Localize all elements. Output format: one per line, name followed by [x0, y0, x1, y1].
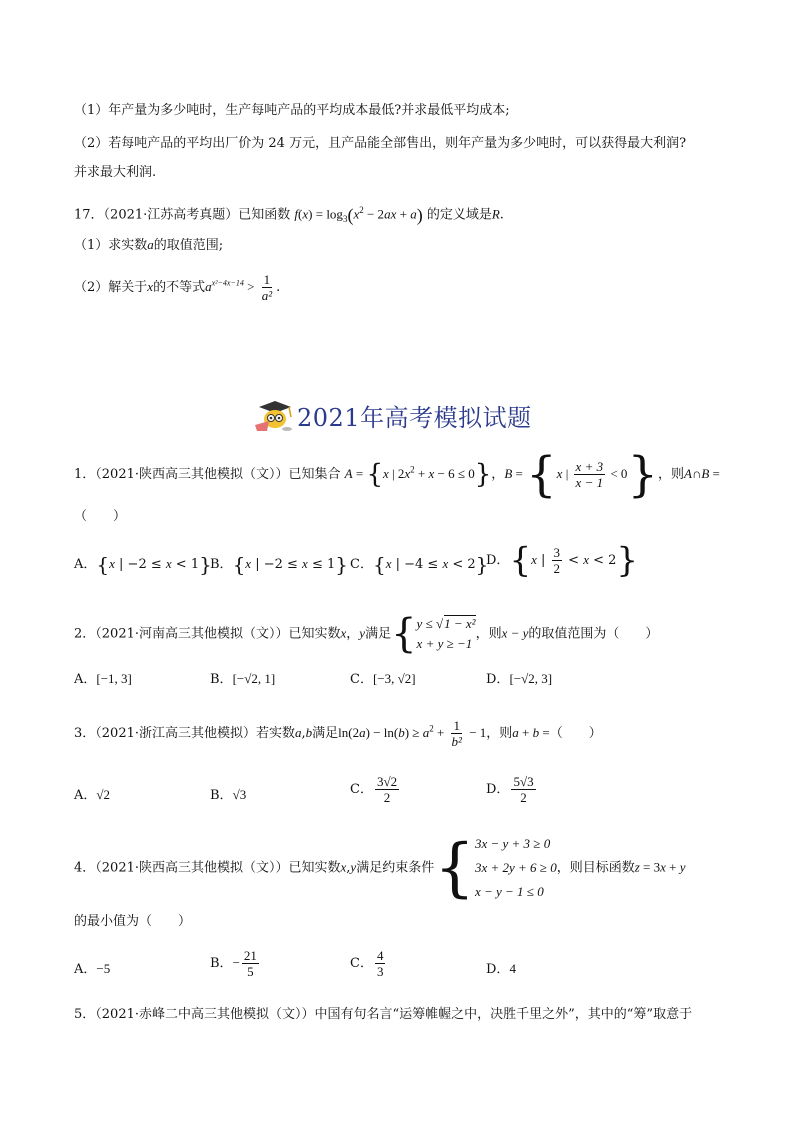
q17-stem: 17．（2021·江苏高考真题）已知函数 [74, 207, 291, 223]
q3-option-c[interactable]: C． $\frac{3√2}{2}$ [350, 774, 398, 805]
q4-option-c[interactable]: C． $\frac{4}{3}$ [350, 948, 384, 979]
q2-option-c[interactable]: C．[−3, √2] [350, 671, 416, 687]
q4-option-d[interactable]: D．4 [486, 961, 516, 977]
q2-option-b[interactable]: B．[−√2, 1] [210, 671, 276, 687]
q1-option-b[interactable]: B．{x | −2 ≤ x ≤ 1} [210, 552, 348, 577]
section-banner [253, 398, 532, 433]
q3-option-d[interactable]: D． $\frac{5√3}{2}$ [486, 774, 534, 805]
section-title: 2021年高考模拟试题 [297, 404, 532, 432]
question-3: 3．（2021·浙江高三其他模拟）若实数a,b满足$\ln(2a) - \ln(b) \ge a^2$ + $\frac{1}{\text{b²}}$ − 1，则a + b =（ ） [74, 718, 602, 749]
q3-options [74, 774, 754, 810]
q4-option-b[interactable]: B．− $\frac{21}{5}$ [210, 948, 257, 979]
q17-sub1: （1）求实数a的取值范围; [74, 237, 224, 253]
part-2-question: （2）若每吨产品的平均出厂价为 24 万元，且产品能全部售出，则年产量为多少吨时，可以获得最大利润? [74, 136, 687, 151]
part-1-question: （1）年产量为多少吨时，生产每吨产品的平均成本最低?并求最低平均成本; [74, 103, 510, 118]
question-4: 4．（2021·陕西高三其他模拟（文））已知实数x,y满足约束条件{ 3x − y + 3 ≥ 0 3x + 2y + 6 ≥ 0 x − y − 1 ≤ 0 ，则目标函数z = 3x + y [74, 831, 686, 905]
q4-options [74, 948, 754, 988]
q17-sub2: （2）解关于x的不等式$a^{x^2-4x-14}$ > $\frac{1}{\text{a²}}$ . [74, 272, 281, 303]
q2-option-a[interactable]: A．[−1, 3] [74, 671, 132, 687]
q2-option-d[interactable]: D．[−√2, 3] [486, 671, 553, 687]
question-5: 5．（2021·赤峰二中高三其他模拟（文））中国有句名言“运筹帷幄之中，决胜千里之外”，其中的“筹”取意于 [74, 1007, 693, 1022]
question-17: 17．（2021·江苏高考真题）已知函数 $f(x) = \log_3(x^2 - 2ax + a)$ 的定义域是R. [74, 204, 504, 225]
part-2-question-cont: 并求最大利润. [74, 165, 157, 180]
q17-function: f [294, 206, 299, 222]
q3-option-a[interactable]: A．√2 [74, 787, 111, 803]
q1-option-c[interactable]: C．{x | −4 ≤ x < 2} [350, 552, 489, 577]
graduate-owl-icon [253, 399, 297, 433]
q1-option-a[interactable]: A．{x | −2 ≤ x < 1} [74, 552, 212, 577]
q4-tail: 的最小值为（ ） [74, 914, 192, 929]
q4-option-a[interactable]: A．−5 [74, 961, 111, 977]
question-2: 2．（2021·河南高三其他模拟（文））已知实数x，y满足{ y ≤ √1 − x² x + y ≥ −1 ，则x − y的取值范围为（ ） [74, 611, 659, 657]
q3-option-b[interactable]: B．√3 [210, 787, 247, 803]
question-1: 1．（2021·陕西高三其他模拟（文））已知集合 A = {x | $2x^2 + x - 6 \le 0$}，B = {x | $\frac{x + 3}{x - 1}$ < 0}，则A∩B = [74, 446, 720, 503]
q1-option-d[interactable]: D．{x | $\frac{3}{2}$ < x < 2} [486, 540, 639, 581]
q2-options [74, 668, 754, 692]
q1-paren: （ ） [74, 509, 127, 524]
q1-options [74, 540, 754, 581]
q17-domain-text: 的定义域是 [426, 207, 492, 223]
